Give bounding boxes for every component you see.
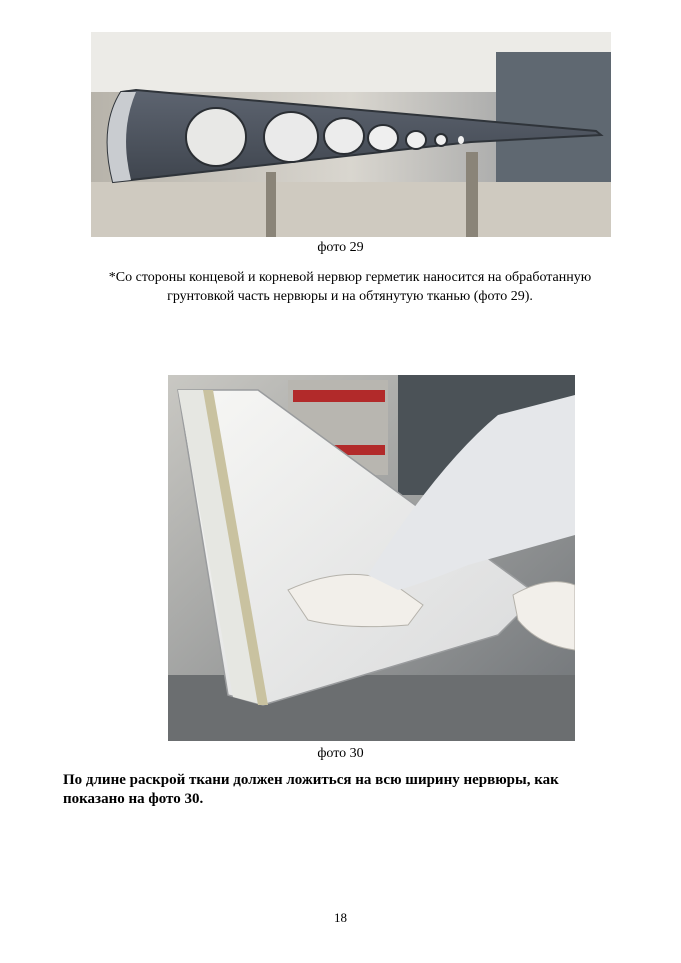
photo-30-caption: фото 30: [317, 746, 364, 761]
photo-29-image: [91, 32, 611, 237]
page-number: 18: [334, 910, 347, 925]
photo-29-caption: фото 29: [317, 240, 364, 255]
sealant-note: *Со стороны концевой и корневой нервюр герметик наносится на обработанную грунтовкой часть нервюры и на обтянутую тканью (фото 29).: [108, 270, 592, 304]
cutting-note: По длине раскрой ткани должен ложиться на всю ширину нервюры, как показано на фото 30.: [63, 772, 559, 807]
photo-29: [91, 32, 611, 237]
photo-30: [168, 375, 575, 741]
photo-30-image: [168, 375, 575, 741]
